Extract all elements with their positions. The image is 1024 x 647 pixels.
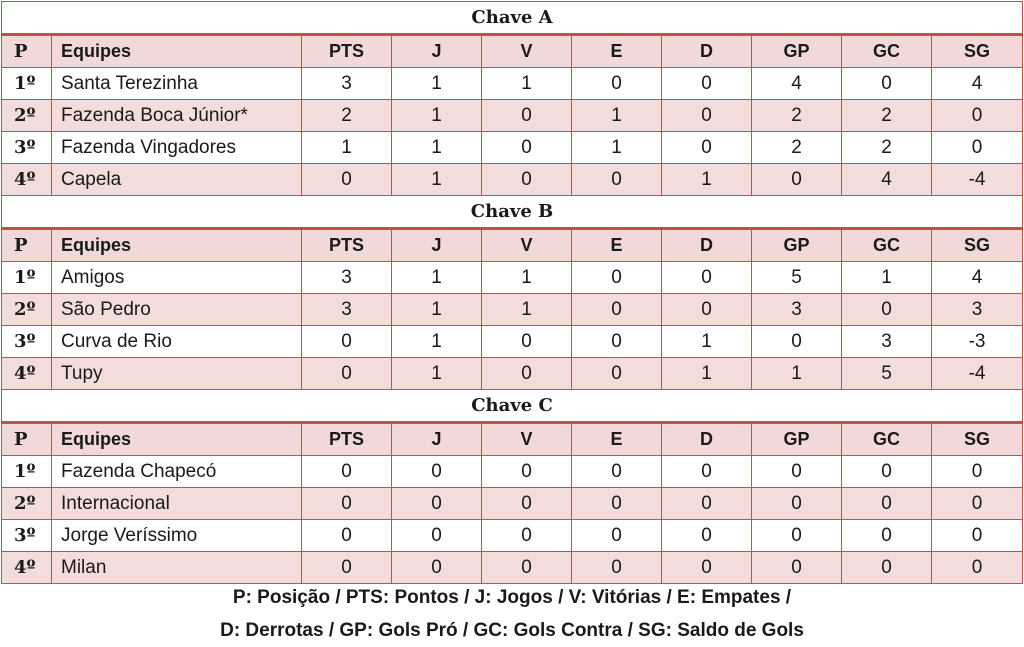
cell-gc: 3 [842, 326, 932, 358]
cell-sg: 0 [932, 456, 1023, 488]
table-row [2, 488, 1023, 520]
cell-sg: 0 [932, 520, 1023, 552]
cell-gc: 0 [842, 294, 932, 326]
cell-team: Curva de Rio [52, 326, 302, 358]
cell-gc: 2 [842, 100, 932, 132]
cell-v: 0 [482, 100, 572, 132]
cell-v: 0 [482, 326, 572, 358]
legend [0, 581, 1024, 647]
cell-gc: 0 [842, 456, 932, 488]
column-header-pts: PTS [302, 229, 392, 262]
cell-pts: 0 [302, 358, 392, 390]
cell-pos: 4º [2, 552, 52, 584]
column-header-gp: GP [752, 35, 842, 68]
cell-e: 0 [572, 520, 662, 552]
column-header-d: D [662, 35, 752, 68]
cell-team: São Pedro [52, 294, 302, 326]
cell-sg: 0 [932, 552, 1023, 584]
cell-d: 0 [662, 68, 752, 100]
cell-gp: 0 [752, 552, 842, 584]
cell-j: 1 [392, 262, 482, 294]
column-header-row [2, 229, 1023, 262]
table-row [2, 456, 1023, 488]
cell-d: 0 [662, 552, 752, 584]
cell-gp: 0 [752, 164, 842, 196]
cell-j: 1 [392, 100, 482, 132]
cell-e: 0 [572, 456, 662, 488]
table-row [2, 164, 1023, 196]
cell-v: 0 [482, 552, 572, 584]
cell-pos: 2º [2, 488, 52, 520]
column-header-e: E [572, 229, 662, 262]
table-row [2, 358, 1023, 390]
cell-v: 1 [482, 68, 572, 100]
cell-d: 0 [662, 132, 752, 164]
cell-d: 0 [662, 520, 752, 552]
table-row [2, 326, 1023, 358]
cell-team: Internacional [52, 488, 302, 520]
column-header-e: E [572, 35, 662, 68]
legend-line-2: D: Derrotas / GP: Gols Pró / GC: Gols Contra / SG: Saldo de Gols [220, 620, 804, 641]
cell-j: 1 [392, 68, 482, 100]
cell-team: Santa Terezinha [52, 68, 302, 100]
cell-gp: 1 [752, 358, 842, 390]
cell-gp: 2 [752, 132, 842, 164]
cell-j: 1 [392, 164, 482, 196]
cell-e: 0 [572, 294, 662, 326]
cell-e: 1 [572, 132, 662, 164]
cell-d: 0 [662, 262, 752, 294]
cell-d: 1 [662, 164, 752, 196]
cell-v: 0 [482, 132, 572, 164]
cell-gp: 2 [752, 100, 842, 132]
column-header-e: E [572, 423, 662, 456]
group-title: Chave B [2, 196, 1023, 229]
cell-team: Milan [52, 552, 302, 584]
cell-e: 0 [572, 262, 662, 294]
cell-team: Jorge Veríssimo [52, 520, 302, 552]
cell-sg: -4 [932, 358, 1023, 390]
cell-sg: 0 [932, 488, 1023, 520]
column-header-sg: SG [932, 423, 1023, 456]
cell-sg: 3 [932, 294, 1023, 326]
cell-pts: 1 [302, 132, 392, 164]
cell-e: 0 [572, 488, 662, 520]
cell-v: 0 [482, 456, 572, 488]
cell-gp: 3 [752, 294, 842, 326]
cell-v: 0 [482, 164, 572, 196]
column-header-row [2, 35, 1023, 68]
table-row [2, 100, 1023, 132]
cell-gp: 5 [752, 262, 842, 294]
cell-e: 0 [572, 164, 662, 196]
column-header-team: Equipes [52, 423, 302, 456]
cell-pos: 4º [2, 358, 52, 390]
cell-gp: 0 [752, 520, 842, 552]
cell-j: 0 [392, 552, 482, 584]
cell-sg: -4 [932, 164, 1023, 196]
cell-e: 0 [572, 552, 662, 584]
cell-v: 0 [482, 358, 572, 390]
cell-j: 1 [392, 294, 482, 326]
cell-gc: 0 [842, 488, 932, 520]
cell-d: 1 [662, 358, 752, 390]
column-header-gc: GC [842, 423, 932, 456]
cell-pos: 3º [2, 326, 52, 358]
cell-e: 0 [572, 68, 662, 100]
group-title-row [2, 390, 1023, 423]
standings-table [1, 1, 1023, 584]
column-header-j: J [392, 423, 482, 456]
cell-team: Fazenda Boca Júnior* [52, 100, 302, 132]
cell-j: 0 [392, 456, 482, 488]
cell-v: 1 [482, 262, 572, 294]
table-row [2, 552, 1023, 584]
standings-body [2, 2, 1023, 584]
group-title: Chave A [2, 2, 1023, 35]
cell-team: Fazenda Chapecó [52, 456, 302, 488]
table-row [2, 294, 1023, 326]
table-row [2, 262, 1023, 294]
cell-v: 0 [482, 488, 572, 520]
cell-gp: 4 [752, 68, 842, 100]
cell-team: Tupy [52, 358, 302, 390]
cell-gc: 2 [842, 132, 932, 164]
cell-pos: 1º [2, 262, 52, 294]
cell-d: 0 [662, 294, 752, 326]
table-row [2, 520, 1023, 552]
cell-e: 0 [572, 358, 662, 390]
cell-sg: 4 [932, 68, 1023, 100]
legend-line-1: P: Posição / PTS: Pontos / J: Jogos / V: Vitórias / E: Empates / [232, 587, 792, 608]
cell-pts: 3 [302, 294, 392, 326]
column-header-sg: SG [932, 35, 1023, 68]
cell-gc: 4 [842, 164, 932, 196]
cell-gc: 1 [842, 262, 932, 294]
column-header-d: D [662, 229, 752, 262]
column-header-gc: GC [842, 35, 932, 68]
group-title-row [2, 2, 1023, 35]
cell-d: 0 [662, 488, 752, 520]
cell-pts: 2 [302, 100, 392, 132]
cell-j: 0 [392, 520, 482, 552]
cell-pts: 0 [302, 552, 392, 584]
column-header-v: V [482, 423, 572, 456]
cell-sg: -3 [932, 326, 1023, 358]
cell-j: 1 [392, 358, 482, 390]
column-header-team: Equipes [52, 229, 302, 262]
column-header-team: Equipes [52, 35, 302, 68]
cell-d: 0 [662, 456, 752, 488]
table-row [2, 132, 1023, 164]
column-header-v: V [482, 229, 572, 262]
cell-j: 1 [392, 132, 482, 164]
column-header-pos: P [2, 35, 52, 68]
cell-v: 0 [482, 520, 572, 552]
cell-pos: 4º [2, 164, 52, 196]
cell-pos: 2º [2, 294, 52, 326]
cell-pts: 0 [302, 326, 392, 358]
column-header-j: J [392, 35, 482, 68]
cell-pos: 1º [2, 456, 52, 488]
column-header-row [2, 423, 1023, 456]
cell-gp: 0 [752, 456, 842, 488]
cell-pos: 3º [2, 132, 52, 164]
cell-gc: 5 [842, 358, 932, 390]
column-header-d: D [662, 423, 752, 456]
cell-e: 0 [572, 326, 662, 358]
cell-v: 1 [482, 294, 572, 326]
cell-d: 0 [662, 100, 752, 132]
cell-pts: 0 [302, 520, 392, 552]
cell-sg: 0 [932, 132, 1023, 164]
cell-gc: 0 [842, 68, 932, 100]
column-header-pos: P [2, 229, 52, 262]
cell-sg: 0 [932, 100, 1023, 132]
cell-pos: 1º [2, 68, 52, 100]
cell-team: Amigos [52, 262, 302, 294]
cell-pts: 0 [302, 164, 392, 196]
cell-team: Capela [52, 164, 302, 196]
column-header-gp: GP [752, 423, 842, 456]
column-header-gc: GC [842, 229, 932, 262]
column-header-j: J [392, 229, 482, 262]
cell-team: Fazenda Vingadores [52, 132, 302, 164]
cell-gc: 0 [842, 552, 932, 584]
cell-pts: 3 [302, 68, 392, 100]
cell-e: 1 [572, 100, 662, 132]
table-row [2, 68, 1023, 100]
column-header-v: V [482, 35, 572, 68]
column-header-sg: SG [932, 229, 1023, 262]
cell-j: 0 [392, 488, 482, 520]
cell-pts: 0 [302, 456, 392, 488]
cell-pos: 3º [2, 520, 52, 552]
column-header-pts: PTS [302, 35, 392, 68]
cell-gp: 0 [752, 326, 842, 358]
column-header-gp: GP [752, 229, 842, 262]
cell-gc: 0 [842, 520, 932, 552]
cell-d: 1 [662, 326, 752, 358]
cell-sg: 4 [932, 262, 1023, 294]
cell-pos: 2º [2, 100, 52, 132]
column-header-pos: P [2, 423, 52, 456]
cell-j: 1 [392, 326, 482, 358]
cell-pts: 0 [302, 488, 392, 520]
group-title-row [2, 196, 1023, 229]
group-title: Chave C [2, 390, 1023, 423]
cell-gp: 0 [752, 488, 842, 520]
column-header-pts: PTS [302, 423, 392, 456]
cell-pts: 3 [302, 262, 392, 294]
